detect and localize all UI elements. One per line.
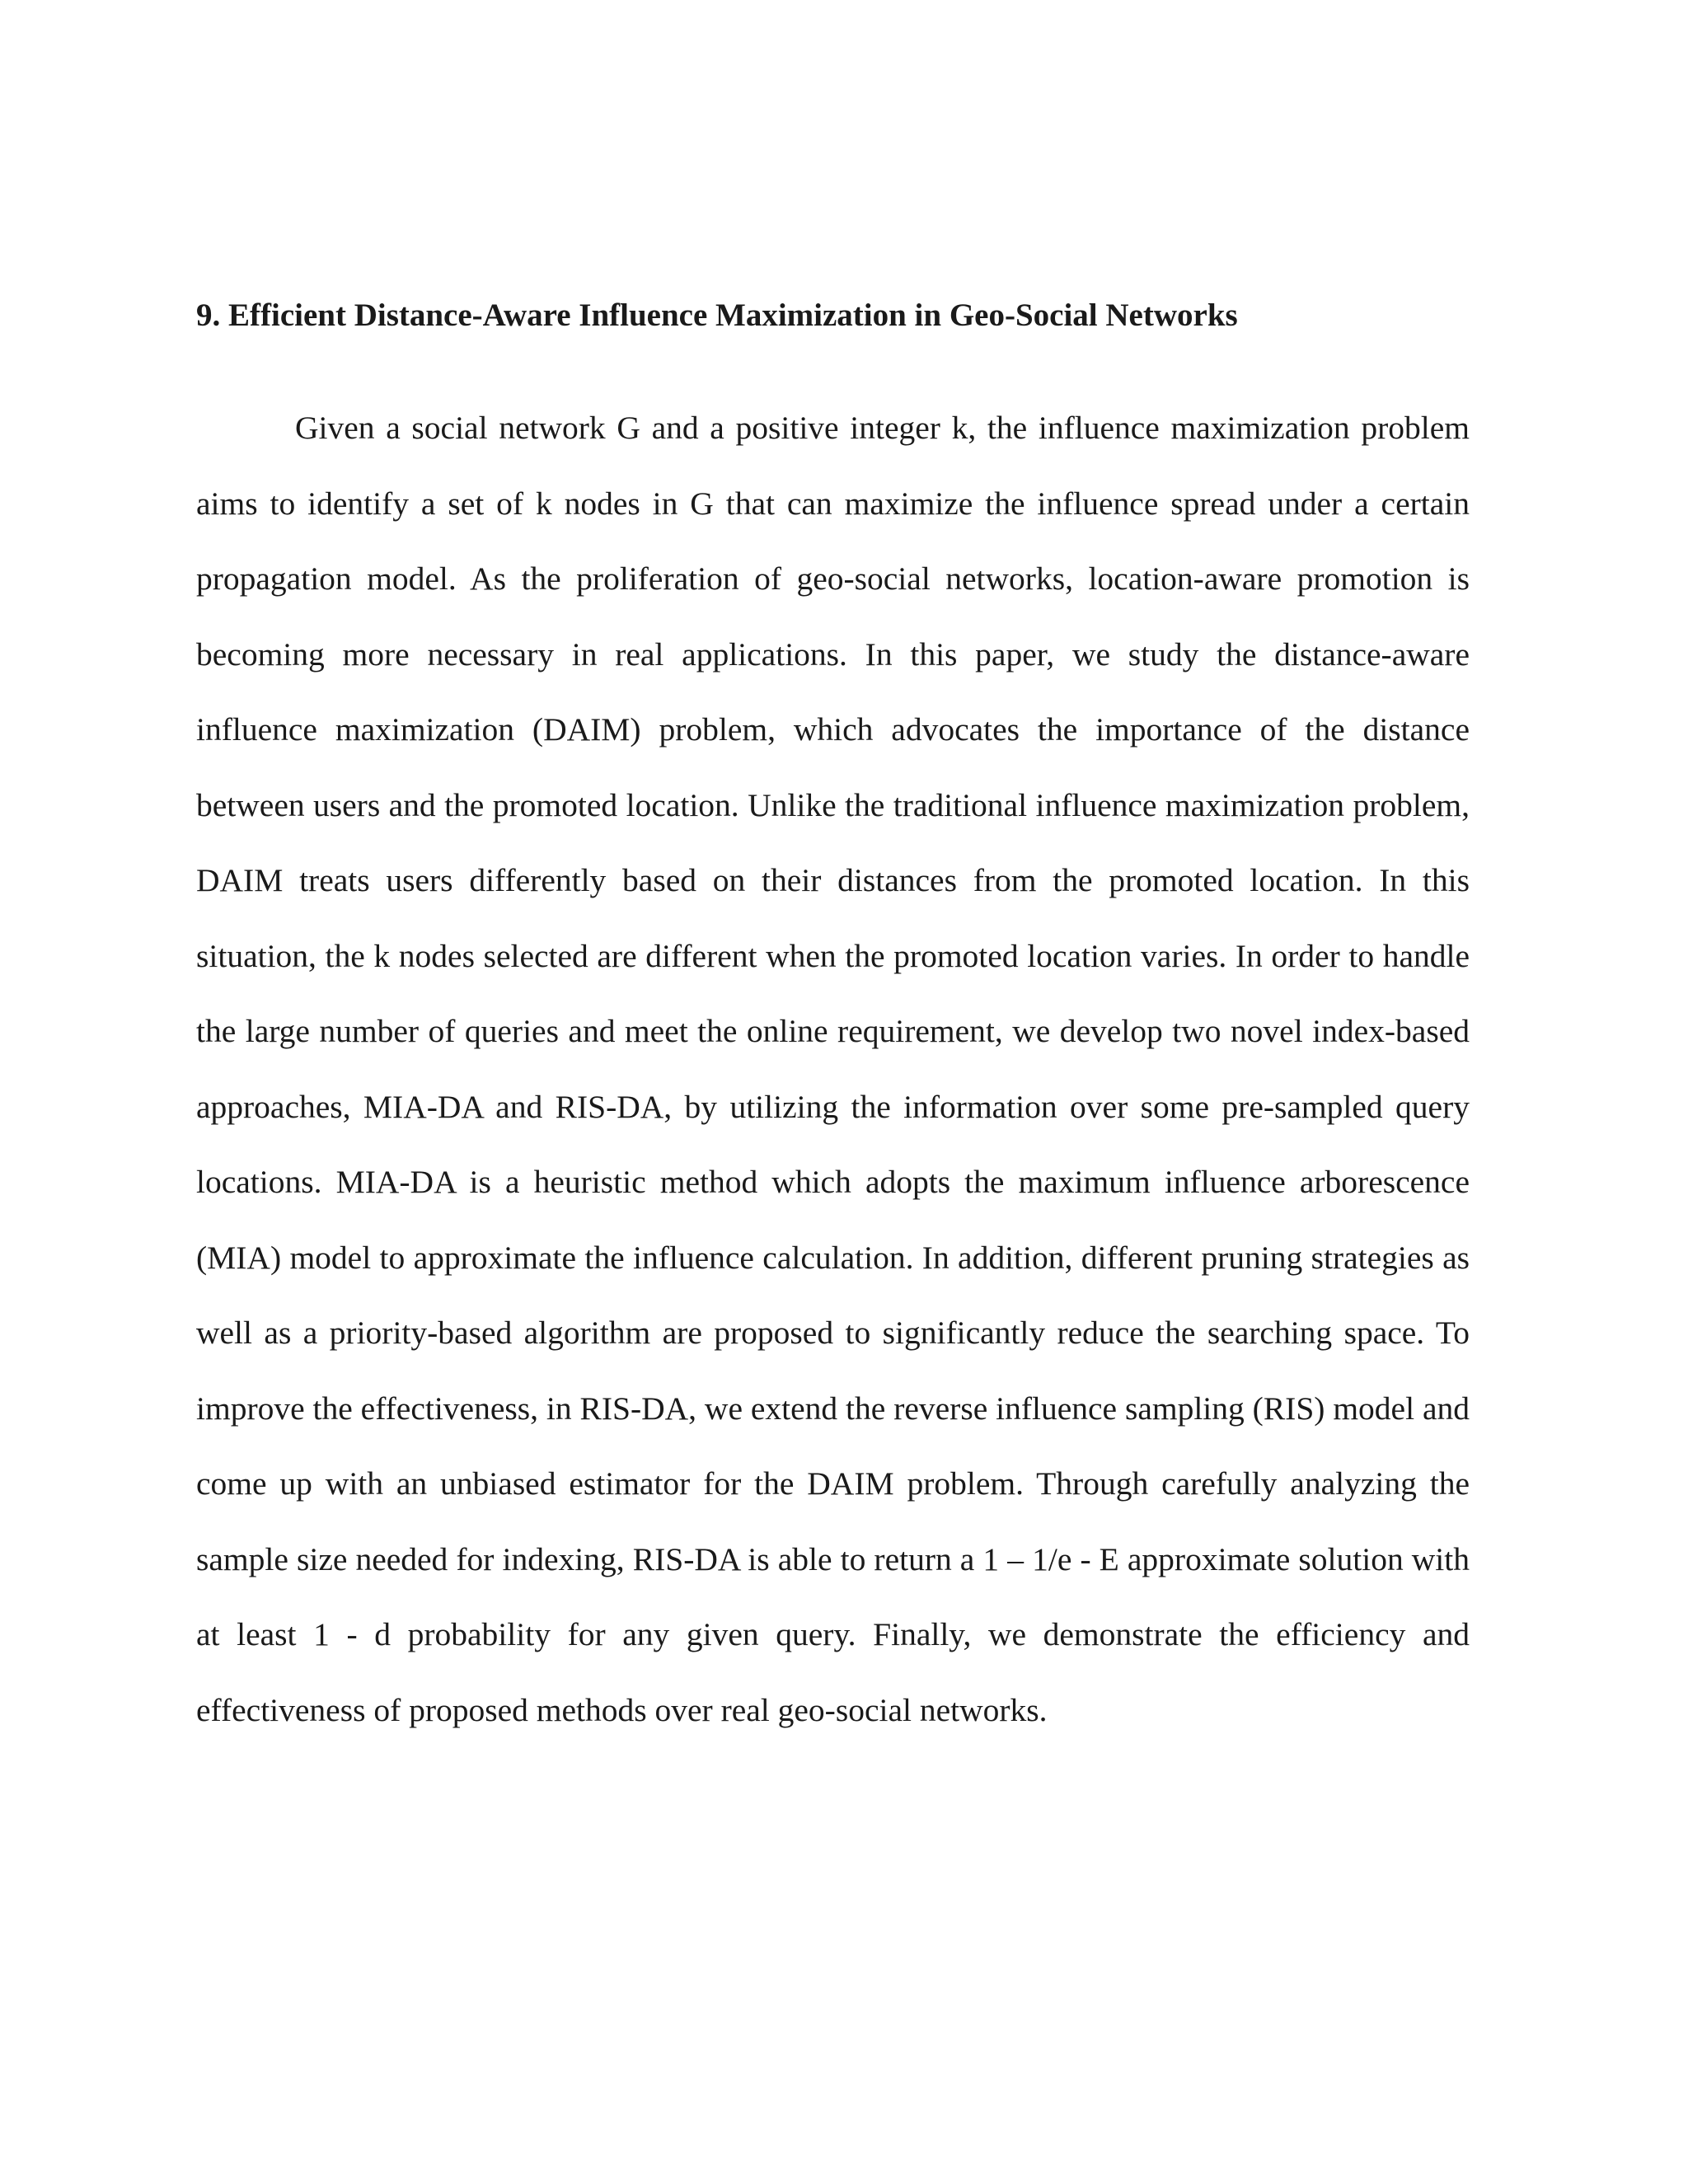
paper-title: 9. Efficient Distance-Aware Influence Maximization in Geo-Social Networks bbox=[196, 298, 1238, 333]
abstract-paragraph: Given a social network G and a positive integer k, the influence maximization problem aims to identify a set of k nodes in G that can maximize the influence spread under a certain propagation model. As the proliferation of geo-social networks, location-aware promotion is becoming more necessary in real applications. In this paper, we study the distance-aware influence maximization (DAIM) problem, which advocates the importance of the distance between users and the promoted location. Unlike the traditional influence maximization problem, DAIM treats users differently based on their distances from the promoted location. In this situation, the k nodes selected are different when the promoted location varies. In order to handle the large number of queries and meet the online requirement, we develop two novel index-based approaches, MIA-DA and RIS-DA, by utilizing the information over some pre-sampled query locations. MIA-DA is a heuristic method which adopts the maximum influence arborescence (MIA) model to approximate the influence calculation. In addition, different pruning strategies as well as a priority-based algorithm are proposed to significantly reduce the searching space. To improve the effectiveness, in RIS-DA, we extend the reverse influence sampling (RIS) model and come up with an unbiased estimator for the DAIM problem. Through carefully analyzing the sample size needed for indexing, RIS-DA is able to return a 1 – 1/e - E approximate solution with at least 1 - d probability for any given query. Finally, we demonstrate the efficiency and effectiveness of proposed methods over real geo-social networks. bbox=[196, 410, 1470, 1728]
